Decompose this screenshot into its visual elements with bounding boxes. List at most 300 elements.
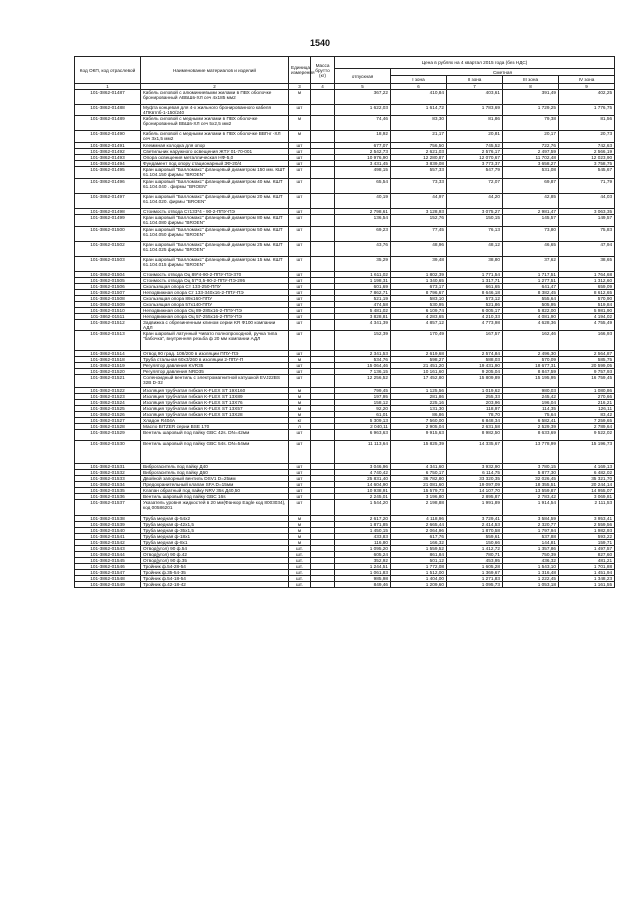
price-release: 3 046,96	[335, 464, 391, 470]
item-unit: шт	[289, 302, 311, 308]
price-zone-2: 403,61	[447, 90, 503, 105]
item-code: 101-3862-01537	[75, 500, 141, 516]
item-code: 101-3862-01495	[75, 167, 141, 179]
price-release: 1 450,15	[335, 528, 391, 534]
item-unit: шт	[289, 257, 311, 272]
item-code: 101-3862-01518	[75, 357, 141, 363]
table-row	[75, 500, 615, 516]
price-release: 1 544,20	[335, 500, 391, 516]
price-zone-4: 83,42	[559, 412, 615, 418]
item-name: Стоимость отвода Ст133*4 - 90-2-ППУ-ПЭ	[141, 209, 289, 215]
price-zone-3: 722,76	[503, 143, 559, 149]
item-code: 101-3862-01540	[75, 528, 141, 534]
price-zone-1: 1 802,39	[391, 272, 447, 278]
item-code: 101-3862-01535	[75, 488, 141, 494]
item-name: Отвод(угол) 90 ф.54	[141, 546, 289, 552]
price-zone-4: 5 981,90	[559, 308, 615, 314]
item-mass	[311, 441, 335, 464]
price-zone-3: 3 780,15	[503, 464, 559, 470]
item-name: Труба медная ф-42х1,5	[141, 522, 289, 528]
price-zone-1: 1 340,65	[391, 278, 447, 284]
price-zone-1: 4 118,96	[391, 516, 447, 522]
item-code: 101-3862-01542	[75, 540, 141, 546]
price-zone-3: 42,85	[503, 194, 559, 209]
price-zone-2: 14 107,70	[447, 488, 503, 494]
item-code: 101-3862-01541	[75, 534, 141, 540]
price-zone-4: 593,22	[559, 534, 615, 540]
item-code: 101-3862-01487	[75, 90, 141, 105]
price-zone-4: 570,90	[559, 296, 615, 302]
item-name: Труба медная ф-54х2	[141, 516, 289, 522]
price-zone-2: 588,03	[447, 357, 503, 363]
item-mass	[311, 105, 335, 116]
price-zone-1: 77,45	[391, 227, 447, 242]
price-zone-1: 21 081,60	[391, 482, 447, 488]
item-unit: шт	[289, 149, 311, 155]
item-name: Кабель силовой с медными жилами в ПВХ оболочке ВВГнг -ХЛ сеч 3х1,5 мм2	[141, 131, 289, 143]
price-zone-4: 2 111,53	[559, 500, 615, 516]
item-code: 101-3862-01514	[75, 351, 141, 357]
item-name: Труба медная ф-35х1,5	[141, 528, 289, 534]
price-release: 197,95	[335, 394, 391, 400]
price-zone-2: 780,71	[447, 552, 503, 558]
item-name: Кран шаровый "Балломакс" фланцевый диаметром 150 мм. КШТ 61.104.150 фирмы "BROEN"	[141, 167, 289, 179]
price-release: 2 341,53	[335, 351, 391, 357]
col-number: 8	[503, 84, 559, 90]
item-name: Кран шаровый "Балломакс" фланцевый диаметром 80 мм. КШТ 61.104.080 фирмы "BROEN"	[141, 215, 289, 227]
item-unit: шт	[289, 464, 311, 470]
item-mass	[311, 257, 335, 272]
item-name: Указатель уровня жидкостей в 20 мм(Фанкор Eagle код 8003034), код 00586201	[141, 500, 289, 516]
item-unit: шт	[289, 272, 311, 278]
item-name: Неподвижная опора Оц 89-285х16-2-ППУ-ПЭ	[141, 308, 289, 314]
item-mass	[311, 215, 335, 227]
price-zone-1: 3 839,08	[391, 161, 447, 167]
item-code: 101-3862-01509	[75, 302, 141, 308]
price-zone-2: 6 005,17	[447, 308, 503, 314]
price-release: 849,46	[335, 582, 391, 588]
item-code: 101-3862-01497	[75, 194, 141, 209]
price-release: 474,58	[335, 302, 391, 308]
price-zone-3: 196,04	[503, 400, 559, 406]
price-zone-3: 1 543,10	[503, 564, 559, 570]
price-release: 18,92	[335, 131, 391, 143]
price-table-container	[74, 56, 614, 588]
price-zone-4: 20,73	[559, 131, 615, 143]
price-zone-4: 4 755,49	[559, 320, 615, 331]
price-release: 69,23	[335, 227, 391, 242]
price-zone-2: 661,65	[447, 284, 503, 290]
item-unit: м	[289, 388, 311, 394]
price-zone-4: 2 789,64	[559, 424, 615, 430]
price-zone-3: 46,65	[503, 242, 559, 257]
price-zone-1: 4 857,12	[391, 320, 447, 331]
price-zone-1: 6 109,74	[391, 308, 447, 314]
item-code: 101-3862-01529	[75, 430, 141, 441]
table-row	[75, 105, 615, 116]
item-name: Кран шаровый латунный Чивато полнопроходной, ручка типа "бабочка", внутренняя резьба ф 20 мм компании АДЛ	[141, 331, 289, 351]
price-zone-1: 1 512,00	[391, 570, 447, 576]
price-release: 152,39	[335, 331, 391, 351]
price-zone-1: 617,76	[391, 534, 447, 540]
price-zone-3: 6 582,41	[503, 418, 559, 424]
item-code: 101-3862-01493	[75, 155, 141, 161]
price-zone-3: 436,32	[503, 558, 559, 564]
price-zone-4: 270,66	[559, 394, 615, 400]
price-zone-4: 742,63	[559, 143, 615, 149]
item-unit: шт.	[289, 546, 311, 552]
price-release: 158,12	[335, 400, 391, 406]
price-zone-2: 14 335,67	[447, 441, 503, 464]
item-name: Скользящая опора 57х140-ППУ	[141, 302, 289, 308]
item-name: Светильник наружного освещения ЖТУ 01-70-001	[141, 149, 289, 155]
price-release: 433,83	[335, 534, 391, 540]
item-name: Регулятор давления NRD35	[141, 369, 289, 375]
price-release: 5 481,02	[335, 308, 391, 314]
price-zone-2: 1 991,89	[447, 500, 503, 516]
price-zone-1: 2 621,03	[391, 149, 447, 155]
price-zone-4: 4 194,02	[559, 314, 615, 320]
price-release: 2 245,01	[335, 494, 391, 500]
price-zone-3: 18 355,51	[503, 482, 559, 488]
item-code: 101-3862-01511	[75, 314, 141, 320]
price-zone-3: 1 222,45	[503, 576, 559, 582]
item-unit: шт	[289, 363, 311, 369]
item-unit: шт	[289, 441, 311, 464]
price-zone-4: 9 522,02	[559, 430, 615, 441]
item-unit: м	[289, 90, 311, 105]
price-zone-2: 48,12	[447, 242, 503, 257]
price-zone-2: 15 809,89	[447, 375, 503, 388]
item-name: Предохранительный клапан SFA D=15мм	[141, 482, 289, 488]
price-zone-4: 1 982,93	[559, 528, 615, 534]
item-unit: шт.	[289, 570, 311, 576]
price-zone-2: 8 982,50	[447, 430, 503, 441]
price-release: 7 862,71	[335, 290, 391, 296]
table-row	[75, 194, 615, 209]
price-zone-1: 2 619,68	[391, 351, 447, 357]
price-zone-3: 15 195,95	[503, 375, 559, 388]
col-number: 1	[75, 84, 141, 90]
price-zone-1: 410,84	[391, 90, 447, 105]
price-release: 7 136,15	[335, 369, 391, 375]
header-unit: Единица измерения	[289, 57, 311, 84]
price-release: 4 341,39	[335, 320, 391, 331]
price-zone-2: 150,15	[447, 215, 503, 227]
price-zone-4: 126,11	[559, 406, 615, 412]
price-release: 4 740,42	[335, 470, 391, 476]
item-code: 101-3862-01500	[75, 227, 141, 242]
item-code: 101-3862-01492	[75, 149, 141, 155]
price-zone-4: 3 069,81	[559, 494, 615, 500]
price-zone-3: 570,09	[503, 357, 559, 363]
item-mass	[311, 242, 335, 257]
price-release: 2 798,61	[335, 209, 391, 215]
item-name: Двойной запорный вентиль DSV1 D=25мм	[141, 476, 289, 482]
price-zone-3: 3 584,59	[503, 516, 559, 522]
price-zone-3: 1 914,54	[503, 500, 559, 516]
item-unit: шт	[289, 278, 311, 284]
item-name: Кран шаровый "Балломакс" фланцевый диаметром 40 мм. КШТ 61.104.040 . фирмы "BROEN"	[141, 179, 289, 194]
table-row	[75, 331, 615, 351]
item-code: 101-3862-01549	[75, 582, 141, 588]
item-unit: шт	[289, 482, 311, 488]
price-zone-3: 1 717,51	[503, 272, 559, 278]
price-zone-1: 21 451,20	[391, 363, 447, 369]
price-zone-3: 145,57	[503, 215, 559, 227]
price-zone-3: 505,95	[503, 302, 559, 308]
price-zone-1: 673,17	[391, 284, 447, 290]
price-zone-2: 2 414,53	[447, 522, 503, 528]
item-mass	[311, 582, 335, 588]
table-row	[75, 320, 615, 331]
price-release: 534,76	[335, 357, 391, 363]
item-unit: шт	[289, 470, 311, 476]
price-zone-4: 2 559,56	[559, 522, 615, 528]
item-code: 101-3862-01494	[75, 161, 141, 167]
price-zone-1: 7 560,00	[391, 418, 447, 424]
price-release: 3 828,81	[335, 314, 391, 320]
page-number: 1540	[309, 38, 331, 48]
col-number: 9	[559, 84, 615, 90]
item-name: Изоляция трубчатая гибкая K-FLEX ST 13Х57	[141, 406, 289, 412]
price-zone-1: 1 404,00	[391, 576, 447, 582]
price-zone-1: 530,95	[391, 302, 447, 308]
item-mass	[311, 430, 335, 441]
price-zone-2: 521,86	[447, 302, 503, 308]
price-zone-2: 150,66	[447, 540, 503, 546]
price-zone-1: 17 452,80	[391, 375, 447, 388]
item-unit: м	[289, 528, 311, 534]
price-release: 1 611,02	[335, 272, 391, 278]
price-zone-2: 1 317,71	[447, 278, 503, 284]
item-code: 101-3862-01531	[75, 464, 141, 470]
item-unit: л	[289, 424, 311, 430]
item-name: Тройник ф.35-54-35	[141, 570, 289, 576]
item-name: Неподвижная опора Ст 133-340х16-2-ППУ-ПЭ	[141, 290, 289, 296]
price-zone-1: 225,16	[391, 400, 447, 406]
price-zone-4: 1 764,68	[559, 272, 615, 278]
item-name: Скользящая опора 89х160-ППУ	[141, 296, 289, 302]
price-release: 136,54	[335, 215, 391, 227]
item-name: Труба медная ф-18х1	[141, 534, 289, 540]
price-release: 12 256,52	[335, 375, 391, 388]
item-unit: шт	[289, 500, 311, 516]
price-zone-3: 4 628,36	[503, 320, 559, 331]
price-zone-2: 255,33	[447, 394, 503, 400]
price-zone-2: 81,86	[447, 116, 503, 131]
price-zone-1: 2 064,96	[391, 528, 447, 534]
col-number: 4	[311, 84, 335, 90]
price-zone-2: 1 412,72	[447, 546, 503, 552]
item-code: 101-3862-01496	[75, 179, 141, 194]
price-zone-4: 3 063,35	[559, 209, 615, 215]
price-release: 1 061,83	[335, 570, 391, 576]
item-name: Тройник ф.42-18-42	[141, 582, 289, 588]
item-name: Кран шаровый "Балломакс" фланцевый диаметром 20 мм. КШТ 61.104.020. фирмы "BROEN"	[141, 194, 289, 209]
price-zone-2: 33 320,35	[447, 476, 503, 482]
item-code: 101-3862-01546	[75, 564, 141, 570]
item-mass	[311, 375, 335, 388]
item-code: 101-3862-01523	[75, 394, 141, 400]
price-zone-4: 402,25	[559, 90, 615, 105]
table-row	[75, 441, 615, 464]
item-unit: шт	[289, 105, 311, 116]
price-zone-3: 13 778,99	[503, 441, 559, 464]
price-zone-2: 1 605,28	[447, 564, 503, 570]
price-zone-4: 6 482,02	[559, 470, 615, 476]
item-unit: шт	[289, 375, 311, 388]
price-zone-4: 4 169,13	[559, 464, 615, 470]
price-zone-1: 1 559,52	[391, 546, 447, 552]
price-zone-1: 598,27	[391, 357, 447, 363]
price-zone-1: 8 796,67	[391, 290, 447, 296]
price-zone-2: 1 771,54	[447, 272, 503, 278]
price-zone-3: 1 797,94	[503, 528, 559, 534]
price-zone-3: 144,81	[503, 540, 559, 546]
price-zone-4: 35 321,70	[559, 476, 615, 482]
price-zone-4: 9 757,93	[559, 369, 615, 375]
price-zone-4: 159,71	[559, 540, 615, 546]
price-zone-3: 980,03	[503, 388, 559, 394]
price-release: 2 542,73	[335, 149, 391, 155]
price-release: 61,01	[335, 412, 391, 418]
price-release: 116,80	[335, 540, 391, 546]
table-row	[75, 90, 615, 105]
item-name: Кабель силовой с алюминиевыми жилами в ПВХ оболочке бронированный АВБШв-ХЛ сеч 4х185 мм2	[141, 90, 289, 105]
price-zone-4: 2 566,19	[559, 149, 615, 155]
price-zone-3: 531,08	[503, 167, 559, 179]
item-code: 101-3862-01524	[75, 400, 141, 406]
price-zone-2: 1 095,73	[447, 582, 503, 588]
item-name: Кран шаровый "Балломакс" фланцевый диаметром 50 мм. КШТ 61.104.050 фирмы "BROEN"	[141, 227, 289, 242]
item-code: 101-3862-01539	[75, 522, 141, 528]
price-zone-2: 8 646,18	[447, 290, 503, 296]
price-zone-2: 1 019,62	[447, 388, 503, 394]
table-row	[75, 257, 615, 272]
price-zone-4: 1 451,94	[559, 570, 615, 576]
item-unit: шт	[289, 296, 311, 302]
item-unit: шт	[289, 314, 311, 320]
price-zone-4: 1 312,60	[559, 278, 615, 284]
price-release: 6 963,63	[335, 430, 391, 441]
item-code: 101-3862-01522	[75, 388, 141, 394]
price-zone-4: 545,67	[559, 167, 615, 179]
price-zone-4: 519,84	[559, 302, 615, 308]
price-zone-2: 745,52	[447, 143, 503, 149]
item-unit: шт.	[289, 576, 311, 582]
price-zone-3: 245,42	[503, 394, 559, 400]
price-zone-3: 750,39	[503, 552, 559, 558]
price-zone-2: 203,96	[447, 400, 503, 406]
price-zone-2: 72,07	[447, 179, 503, 194]
price-zone-1: 501,12	[391, 558, 447, 564]
price-release: 1 198,31	[335, 278, 391, 284]
item-unit: м	[289, 131, 311, 143]
price-zone-3: 69,87	[503, 179, 559, 194]
price-zone-4: 1 348,23	[559, 576, 615, 582]
price-release: 25 831,40	[335, 476, 391, 482]
price-zone-3: 37,62	[503, 257, 559, 272]
price-zone-1: 36 782,80	[391, 476, 447, 482]
item-name: Стоимость отвода Оц 89*4-90-2-ППУ-ПЭ-370	[141, 272, 289, 278]
price-zone-4: 1 161,55	[559, 582, 615, 588]
item-unit: м	[289, 357, 311, 363]
item-code: 101-3862-01508	[75, 296, 141, 302]
price-release: 35,29	[335, 257, 391, 272]
table-row	[75, 131, 615, 143]
price-zone-3: 391,49	[503, 90, 559, 105]
price-zone-1: 2 665,44	[391, 522, 447, 528]
price-zone-1: 583,10	[391, 296, 447, 302]
item-code: 101-3862-01530	[75, 441, 141, 464]
item-code: 101-3862-01532	[75, 470, 141, 476]
item-name: Изоляция трубчатая гибкая K-FLEX ST 13Х89	[141, 394, 289, 400]
price-zone-3: 3 658,27	[503, 161, 559, 167]
item-code: 101-3862-01491	[75, 143, 141, 149]
table-row	[75, 215, 615, 227]
item-name: Виброгаситель под пайку Д40	[141, 464, 289, 470]
item-code: 101-3862-01548	[75, 576, 141, 582]
item-unit: шт	[289, 351, 311, 357]
price-zone-2: 1 783,69	[447, 105, 503, 116]
item-name: Муфта концевая для 4-х жильного бронированного кабеля 4ПКвтпб-1-150/240	[141, 105, 289, 116]
item-mass	[311, 167, 335, 179]
price-zone-4: 7 259,65	[559, 418, 615, 424]
price-zone-2: 2 574,84	[447, 351, 503, 357]
item-code: 101-3862-01519	[75, 363, 141, 369]
header-zone-3: III зона	[503, 76, 559, 84]
item-code: 101-3862-01513	[75, 331, 141, 351]
item-name: Тройник ф.54-28-54	[141, 564, 289, 570]
price-zone-1: 39,48	[391, 257, 447, 272]
item-mass	[311, 179, 335, 194]
price-zone-4: 20 244,14	[559, 482, 615, 488]
price-release: 367,22	[335, 90, 391, 105]
price-zone-1: 170,49	[391, 331, 447, 351]
item-unit: шт.	[289, 552, 311, 558]
table-row	[75, 167, 615, 179]
price-zone-2: 453,95	[447, 558, 503, 564]
price-release: 43,76	[335, 242, 391, 257]
item-mass	[311, 131, 335, 143]
price-zone-4: 1 776,75	[559, 105, 615, 116]
item-code: 101-3862-01526	[75, 412, 141, 418]
table-row	[75, 430, 615, 441]
item-code: 101-3862-01488	[75, 105, 141, 116]
price-zone-1: 10 161,60	[391, 369, 447, 375]
col-number: 2	[141, 84, 289, 90]
price-zone-4: 38,65	[559, 257, 615, 272]
price-zone-1: 15 825,39	[391, 441, 447, 464]
price-zone-4: 12 023,90	[559, 155, 615, 161]
price-zone-3: 2 981,47	[503, 209, 559, 215]
item-mass	[311, 227, 335, 242]
price-zone-1: 557,33	[391, 167, 447, 179]
price-release: 1 871,85	[335, 522, 391, 528]
item-mass	[311, 90, 335, 105]
price-zone-2: 4 773,98	[447, 320, 503, 331]
price-release: 65,54	[335, 179, 391, 194]
price-zone-1: 3 196,80	[391, 494, 447, 500]
price-zone-2: 76,13	[447, 227, 503, 242]
price-zone-1: 83,30	[391, 116, 447, 131]
price-zone-3: 13 559,87	[503, 488, 559, 494]
price-release: 15 064,46	[335, 363, 391, 369]
header-mass: Масса брутто (кг)	[311, 57, 335, 84]
price-zone-1: 6 750,17	[391, 470, 447, 476]
price-zone-2: 573,12	[447, 296, 503, 302]
